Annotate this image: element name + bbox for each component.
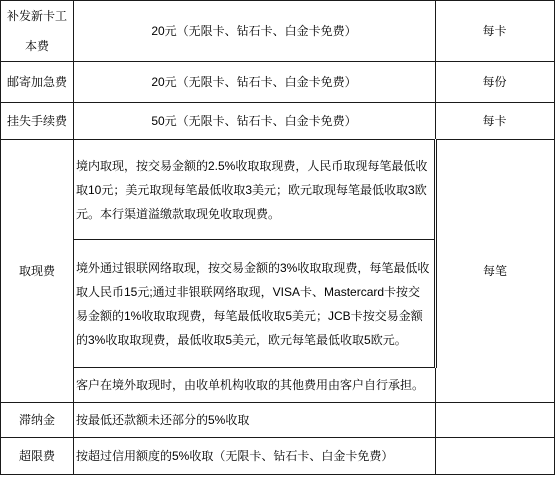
table-row — [1, 140, 555, 240]
fee-unit-empty — [436, 438, 555, 475]
table-row — [1, 438, 555, 475]
fee-item-label: 取现费 — [1, 140, 74, 403]
table-row — [1, 62, 555, 103]
fee-amount: 20元（无限卡、钻石卡、白金卡免费） — [74, 1, 436, 62]
fee-unit: 每笔 — [436, 140, 555, 403]
fee-item-label: 挂失手续费 — [1, 103, 74, 140]
fee-item-label: 邮寄加急费 — [1, 62, 74, 103]
cash-withdrawal-other-fees-note: 客户在境外取现时，由收单机构收取的其他费用由客户自行承担。 — [74, 368, 436, 403]
table-row — [1, 403, 555, 438]
fee-unit: 每卡 — [436, 103, 555, 140]
fee-unit: 每卡 — [436, 1, 555, 62]
fee-unit: 每份 — [436, 62, 555, 103]
cash-withdrawal-domestic-rule: 境内取现，按交易金额的2.5%收取取现费，人民币取现每笔最低收取10元；美元取现每笔最低收取3美元；欧元取现每笔最低收取3欧元。本行渠道溢缴款取现免收取现费。 — [74, 140, 436, 240]
fee-item-label: 滞纳金 — [1, 403, 74, 438]
fee-unit-empty — [436, 403, 555, 438]
fee-item-label: 超限费 — [1, 438, 74, 475]
fee-amount: 50元（无限卡、钻石卡、白金卡免费） — [74, 103, 436, 140]
cash-withdrawal-overseas-rule: 境外通过银联网络取现，按交易金额的3%收取取现费，每笔最低收取人民币15元;通过非银联网络取现，VISA卡、Mastercard卡按交易金额的1%收取取现费，每笔最低收取5美元；JCB卡按交易金额的3%收取取现费，最低收取5美元，欧元每笔最低收取5欧元。 — [74, 240, 436, 368]
fee-amount: 按超过信用额度的5%收取（无限卡、钻石卡、白金卡免费） — [74, 438, 436, 475]
fee-item-label: 补发新卡工本费 — [1, 1, 74, 62]
table-row — [1, 103, 555, 140]
fee-amount: 20元（无限卡、钻石卡、白金卡免费） — [74, 62, 436, 103]
fee-amount: 按最低还款额未还部分的5%收取 — [74, 403, 436, 438]
table-row — [1, 1, 555, 62]
